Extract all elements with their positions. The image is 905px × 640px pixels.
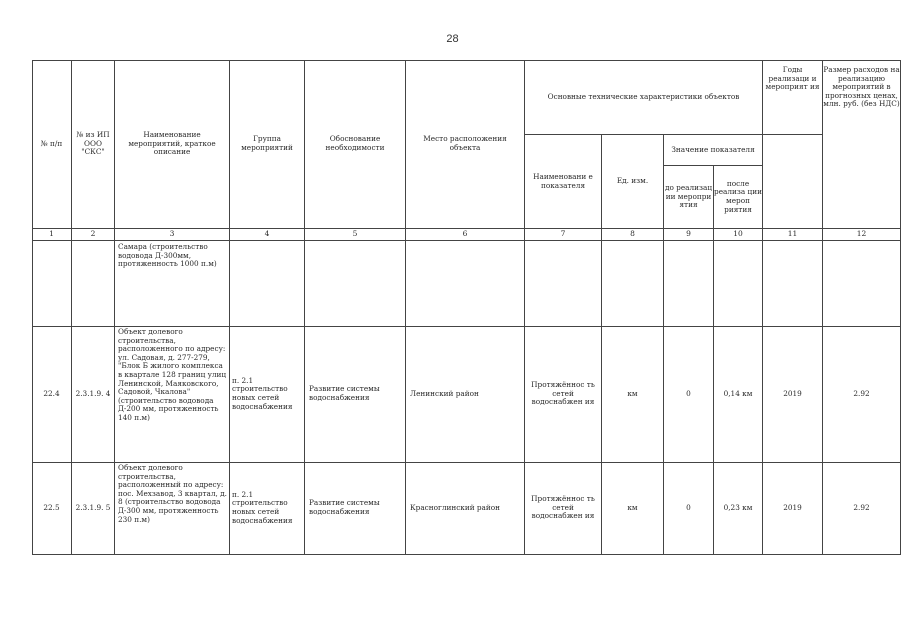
row-measure-name: Объект долевого строительства, расположенного по адресу: ул. Садовая, д. 277-279, "Блок Б жилого комплекса в квартале 128 границ улиц Ленинской, Маяковского, Садовой, Чкалова" (строительство водовода Д-200 мм, протяженность 140 п.м) xyxy=(118,328,227,422)
row-measure-group: п. 2.1 строительство новых сетей водоснабжения xyxy=(232,375,293,411)
row-value-after: 0,23 км xyxy=(723,502,753,512)
row-ip-number: 2.3.1.9. 4 xyxy=(75,388,111,398)
header-cell-costs: Размер расходов на реализацию мероприятий в прогнозных ценах, млн. руб. (без НДС) xyxy=(823,66,900,109)
row-cost: 2.92 xyxy=(853,388,870,398)
column-number: 11 xyxy=(787,228,798,238)
column-number: 5 xyxy=(352,228,358,238)
column-number: 7 xyxy=(560,228,566,238)
page-number: 28 xyxy=(446,33,459,45)
column-number: 4 xyxy=(264,228,270,238)
row-ip-number: 2.3.1.9. 5 xyxy=(75,502,111,512)
column-number: 9 xyxy=(686,228,691,238)
row-value-after: 0,14 км xyxy=(723,388,753,398)
row-location: Красноглинский район xyxy=(410,502,501,512)
column-number: 1 xyxy=(49,228,54,238)
header-cell-ip-number: № из ИП ООО "СКС" xyxy=(76,130,110,157)
header-cell-years: Годы реализаци и мероприят ия xyxy=(765,66,820,92)
row-justification: Развитие системы водоснабжения xyxy=(309,384,380,402)
row-index: 22.4 xyxy=(43,388,60,398)
header-cell-index: № п/п xyxy=(40,138,63,148)
row-measure-group: п. 2.1 строительство новых сетей водоснабжения xyxy=(232,489,293,525)
header-cell-unit: Ед. изм. xyxy=(616,176,649,186)
column-number: 12 xyxy=(856,228,867,238)
header-cell-justification: Обоснование необходимости xyxy=(325,134,385,152)
continuation-text: Самара (строительство водовода Д-300мм, протяженность 1000 п.м) xyxy=(118,243,217,269)
header-cell-location: Место расположения объекта xyxy=(423,134,507,152)
row-index: 22.5 xyxy=(43,502,60,512)
column-number: 3 xyxy=(169,228,175,238)
row-value-before: 0 xyxy=(686,388,691,398)
column-number: 8 xyxy=(630,228,635,238)
header-cell-tech-characteristics: Основные технические характеристики объектов xyxy=(547,91,740,101)
row-measure-name: Объект долевого строительства, расположенный по адресу: пос. Мехзавод, 3 квартал, д. 8 (строительство водовода Д-300 мм, протяженность 230 п.м) xyxy=(118,464,227,524)
header-cell-measure-name: Наименование мероприятий, краткое описание xyxy=(128,130,216,157)
header-cell-indicator-value: Значение показателя xyxy=(671,144,755,154)
row-year: 2019 xyxy=(783,388,802,398)
row-indicator-name: Протяжённос ть сетей водоснабжен ия xyxy=(531,494,595,521)
row-location: Ленинский район xyxy=(410,388,479,398)
row-indicator-name: Протяжённос ть сетей водоснабжен ия xyxy=(531,380,595,407)
column-number: 2 xyxy=(90,228,96,238)
header-cell-indicator-name: Наименовани е показателя xyxy=(533,171,593,190)
header-cell-value-after: после реализа ции мероп риятия xyxy=(714,178,762,214)
column-number: 6 xyxy=(462,228,468,238)
row-year: 2019 xyxy=(783,502,802,512)
column-number: 10 xyxy=(733,228,743,238)
row-justification: Развитие системы водоснабжения xyxy=(309,498,380,516)
header-cell-value-before: до реализац ии меропри ятия xyxy=(664,183,713,210)
row-value-before: 0 xyxy=(686,502,691,512)
header-cell-measure-group: Группа мероприятий xyxy=(241,134,293,152)
row-unit: км xyxy=(627,502,638,512)
row-unit: км xyxy=(627,388,638,398)
row-cost: 2.92 xyxy=(853,502,870,512)
